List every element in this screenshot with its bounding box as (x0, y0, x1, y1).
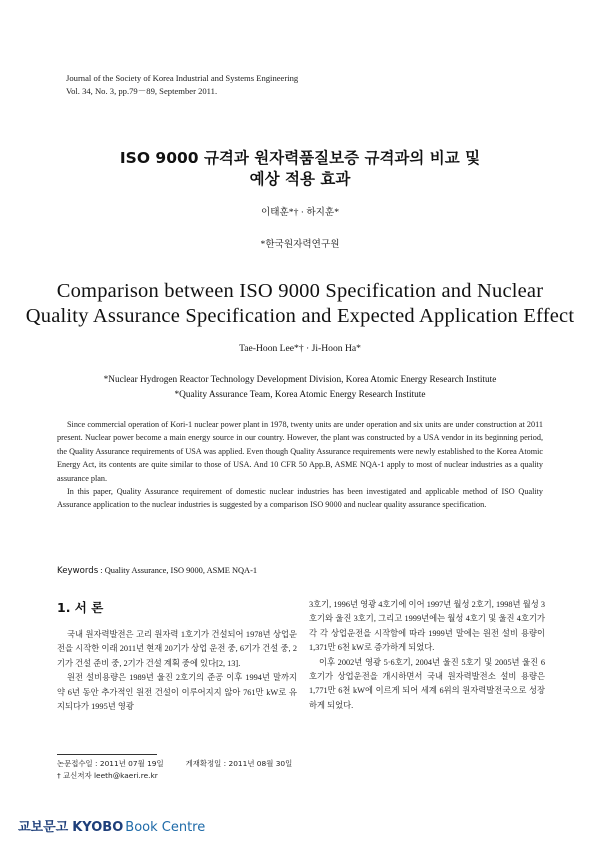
corresponding-author-label: † 교신저자 (57, 770, 92, 780)
english-title-line-2: Quality Assurance Specification and Expected Application Effect (25, 305, 575, 327)
keywords-label: Keywords (57, 566, 99, 576)
english-affiliation (0, 373, 600, 402)
english-title (0, 279, 600, 329)
english-title-line-1: Comparison between ISO 9000 Specification and Nuclear (56, 280, 544, 302)
abstract-paragraph-2: In this paper, Quality Assurance requirement of domestic nuclear industries has been investigated and applicable method of ISO Quality Assurance application to the nuclear industries is suggested by a comparison ISO 9000 and nuclear quality assurance specification. (57, 487, 543, 510)
english-affiliation-line-1: *Nuclear Hydrogen Reactor Technology Development Division, Korea Atomic Energy Research Institute (103, 375, 497, 385)
brand-book-centre: Book Centre (125, 820, 206, 835)
corresponding-email-link[interactable]: leeth@kaeri.re.kr (93, 770, 158, 780)
section-heading: 1. 서 론 (57, 600, 104, 615)
korean-title-line-2: 예상 적용 효과 (249, 170, 351, 188)
journal-volume: Vol. 34, No. 3, pp.79－89, September 2011. (66, 86, 218, 96)
accepted-date: 게재확정일 : 2011년 08월 30일 (185, 759, 293, 768)
left-column (57, 598, 297, 714)
abstract (57, 418, 543, 512)
kyobo-logo (18, 816, 205, 835)
intro-paragraph-3: 이후 2002년 영광 5·6호기, 2004년 울진 5호기 및 2005년 울진 6호기가 상업운전을 개시하면서 국내 원자력발전소 설비 용량은 1,771만 6천 kW에 이르게 되어 세계 6위의 원자력발전국으로 성장하게 되었다. (309, 657, 545, 710)
footnote-divider (57, 754, 157, 755)
english-authors: Tae-Hoon Lee*† · Ji-Hoon Ha* (239, 343, 361, 354)
english-affiliation-line-2: *Quality Assurance Team, Korea Atomic Energy Research Institute (174, 389, 426, 400)
korean-authors: 이태훈*† · 하지훈* (261, 207, 339, 218)
brand-kyobo: KYOBO (72, 820, 124, 835)
korean-title (0, 148, 600, 190)
keywords-value: Quality Assurance, ISO 9000, ASME NQA-1 (104, 566, 258, 575)
journal-name: Journal of the Society of Korea Industrial and Systems Engineering (66, 73, 299, 83)
footnote-corresponding (57, 770, 292, 782)
journal-citation (66, 72, 298, 98)
intro-paragraph-1: 국내 원자력발전은 고리 원자력 1호기가 건설되어 1978년 상업운전을 시작한 이래 2011년 현재 20기가 상업 운전 중, 6기가 건설 중, 2기가 건설 준비 중, 2기가 건설 계획 중에 있다[2, 13]. (57, 630, 297, 668)
korean-title-line-1: ISO 9000 규격과 원자력품질보증 규격과의 비교 및 (119, 149, 481, 167)
footnote-dates (57, 758, 292, 770)
right-column (309, 598, 545, 713)
intro-paragraph-2-cont: 3호기, 1996년 영광 4호기에 이어 1997년 월성 2호기, 1998년 월성 3호기와 울진 3호기, 그리고 1999년에는 월성 4호기 및 울진 4호기가 각 각 상업운전을 시작함에 따라 1999년 말에는 원전 설비 용량이 1,371만 6천 kW로 증가하게 되었다. (309, 600, 545, 653)
abstract-paragraph-1: Since commercial operation of Kori-1 nuclear power plant in 1978, twenty units are under operation and six units are under construction at 2011 present. Nuclear power become a main energy source in our country. However, the plant was constructed by a USA vendor in its beginning period, the Quality Assurance requirements of USA was applied. Even though Quality Assurance requirements were newly established to the Korea Atomic Energy Act, its contents are quite similar to those of USA. And 10 CFR 50 App.B, ASME NQA-1 apply to most of nuclear industries as a quality assurance plan. (57, 420, 543, 483)
keywords-line (57, 566, 257, 576)
received-date: 논문접수일 : 2011년 07월 19일 (57, 759, 164, 768)
intro-paragraph-2: 원전 설비용량은 1989년 울진 2호기의 준공 이후 1994년 말까지 약 6년 동안 추가적인 원전 건설이 이루어지지 않아 761만 kW로 유지되다가 1995년 영광 (57, 673, 297, 712)
brand-korean: 교보문고 (18, 820, 69, 835)
keywords-separator: : (98, 566, 105, 575)
korean-affiliation: *한국원자력연구원 (260, 239, 340, 250)
footnotes (57, 758, 292, 781)
